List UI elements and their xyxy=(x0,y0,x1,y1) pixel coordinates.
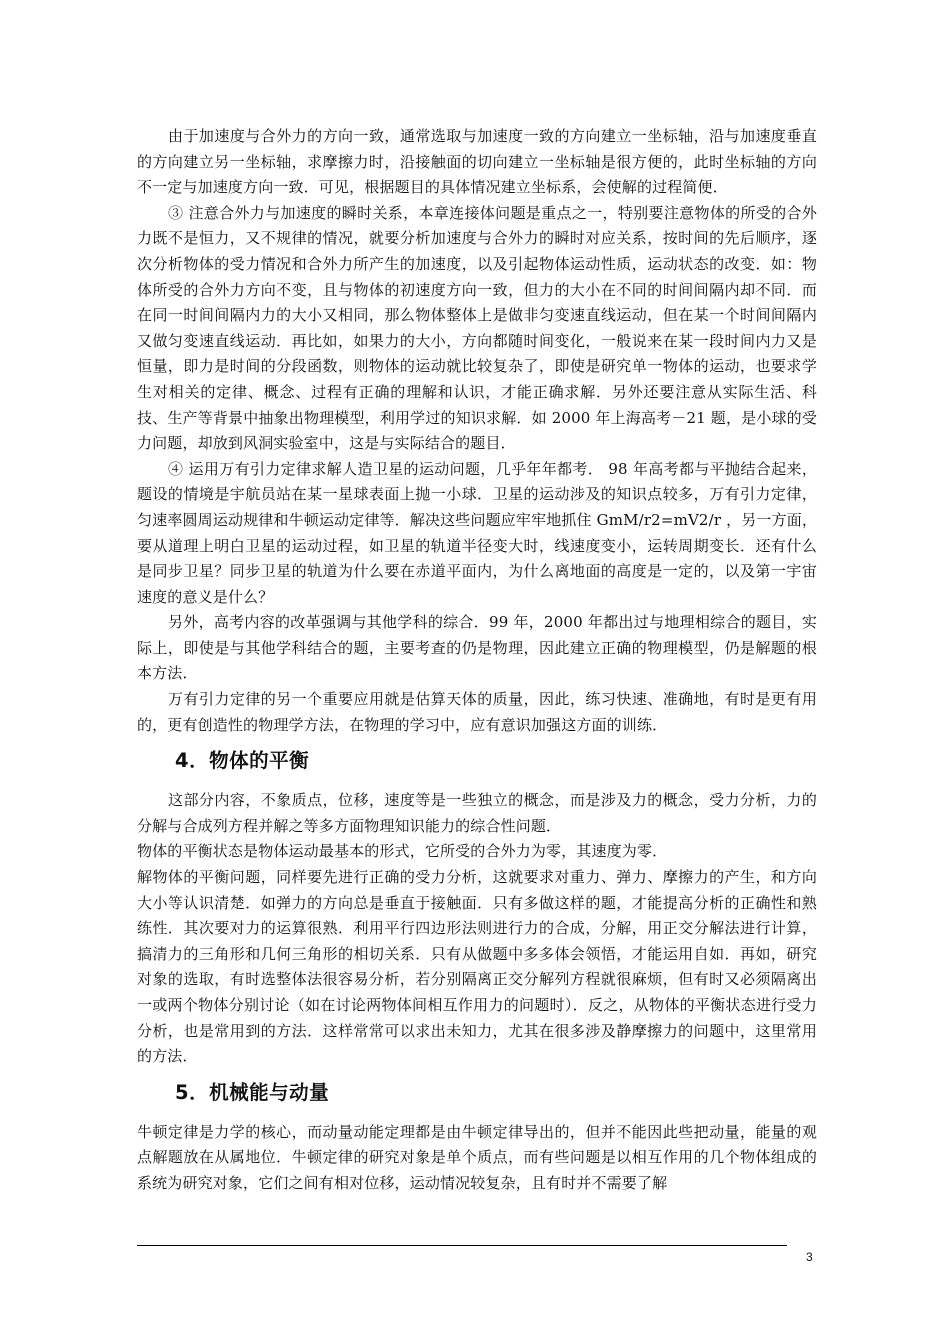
paragraph-instantaneous-relation: ③ 注意合外力与加速度的瞬时关系，本章连接体问题是重点之一，特别要注意物体的所受的合外力既不是恒力，又不规律的情况，就要分析加速度与合外力的瞬时对应关系，按时间的先后顺序，逐次分析物体的受力情况和合外力所产生的加速度，以及引起物体运动性质，运动状态的改变．如：物体所受的合外力方向不变，且与物体的初速度方向一致，但力的大小在不同的时间间隔内却不同．而在同一时间间隔内力的大小又相同，那么物体整体上是做非匀变速直线运动，但在某一个时间间隔内又做匀变速直线运动．再比如，如果力的大小，方向都随时间变化，一般说来在某一段时间内力又是恒量，即力是时间的分段函数，则物体的运动就比较复杂了，即使是研究单一物体的运动，也要求学生对相关的定律、概念、过程有正确的理解和认识，才能正确求解．另外还要注意从实际生活、科技、生产等背景中抽象出物理模型，利用学过的知识求解．如 2000 年上海高考－21 题，是小球的受力问题，却放到风洞实验室中，这是与实际结合的题目． xyxy=(137,203,817,453)
footer-divider xyxy=(137,1245,787,1246)
page-number: 3 xyxy=(806,1250,813,1264)
paragraph-celestial-mass: 万有引力定律的另一个重要应用就是估算天体的质量，因此，练习快速、准确地，有时是更有用的，更有创造性的物理学方法，在物理的学习中，应有意识加强这方面的训练． xyxy=(137,690,817,734)
section-heading-energy-momentum: 5．机械能与动量 xyxy=(175,1080,330,1104)
paragraph-equilibrium-methods: 解物体的平衡问题，同样要先进行正确的受力分析，这就要求对重力、弹力、摩擦力的产生，和方向大小等认识清楚．如弹力的方向总是垂直于接触面．只有多做这样的题，才能提高分析的正确性和熟练性．其次要对力的运算很熟．利用平行四边形法则进行力的合成，分解，用正交分解法进行计算，搞清力的三角形和几何三角形的相切关系．只有从做题中多多体会领悟，才能运用自如．再如，研究对象的选取，有时选整体法很容易分析，若分别隔离正交分解列方程就很麻烦，但有时又必须隔离出一或两个物体分别讨论（如在讨论两物体间相互作用力的问题时）．反之，从物体的平衡状态进行受力分析，也是常用到的方法．这样常常可以求出未知力，尤其在很多涉及静摩擦力的问题中，这里常用的方法． xyxy=(137,868,817,1066)
paragraph-equilibrium-state: 物体的平衡状态是物体运动最基本的形式，它所受的合外力为零，其速度为零． xyxy=(137,842,668,861)
section-heading-equilibrium: 4．物体的平衡 xyxy=(175,749,310,773)
paragraph-interdisciplinary: 另外，高考内容的改革强调与其他学科的综合．99 年，2000 年都出过与地理相综合的题目，实际上，即使是与其他学科结合的题，主要考查的仍是物理，因此建立正确的物理模型，仍是解题的根本方法． xyxy=(137,613,817,683)
paragraph-newton-laws: 牛顿定律是力学的核心，而动量动能定理都是由牛顿定律导出的，但并不能因此些把动量，能量的观点解题放在从属地位．牛顿定律的研究对象是单个质点，而有些问题是以相互作用的几个物体组成的系统为研究对象，它们之间有相对位移，运动情况较复杂，且有时并不需要了解 xyxy=(137,1122,817,1192)
paragraph-satellite-motion: ④ 运用万有引力定律求解人造卫星的运动问题，几乎年年都考． 98 年高考都与平抛结合起来，题设的情境是宇航员站在某一星球表面上抛一小球．卫星的运动涉及的知识点较多，万有引力定律，匀速率圆周运动规律和牛顿运动定律等．解决这些问题应牢牢地抓住 GmM/r2=mV2/r ，另一方面，要从道理上明白卫星的运动过程，如卫星的轨道半径变大时，线速度变小，运转周期变长．还有什么是同步卫星？同步卫星的轨道为什么要在赤道平面内，为什么离地面的高度是一定的，以及第一宇宙速度的意义是什么？ xyxy=(137,459,817,606)
page-body xyxy=(137,124,817,1197)
paragraph-coordinate-axes: 由于加速度与合外力的方向一致，通常选取与加速度一致的方向建立一坐标轴，沿与加速度垂直的方向建立另一坐标轴，求摩擦力时，沿接触面的切向建立一坐标轴是很方便的，此时坐标轴的方向不一定与加速度方向一致．可见，根据题目的具体情况建立坐标系，会使解的过程简便． xyxy=(137,127,817,197)
paragraph-equilibrium-intro: 这部分内容，不象质点，位移，速度等是一些独立的概念，而是涉及力的概念，受力分析，力的分解与合成列方程并解之等多方面物理知识能力的综合性问题． xyxy=(137,791,817,835)
